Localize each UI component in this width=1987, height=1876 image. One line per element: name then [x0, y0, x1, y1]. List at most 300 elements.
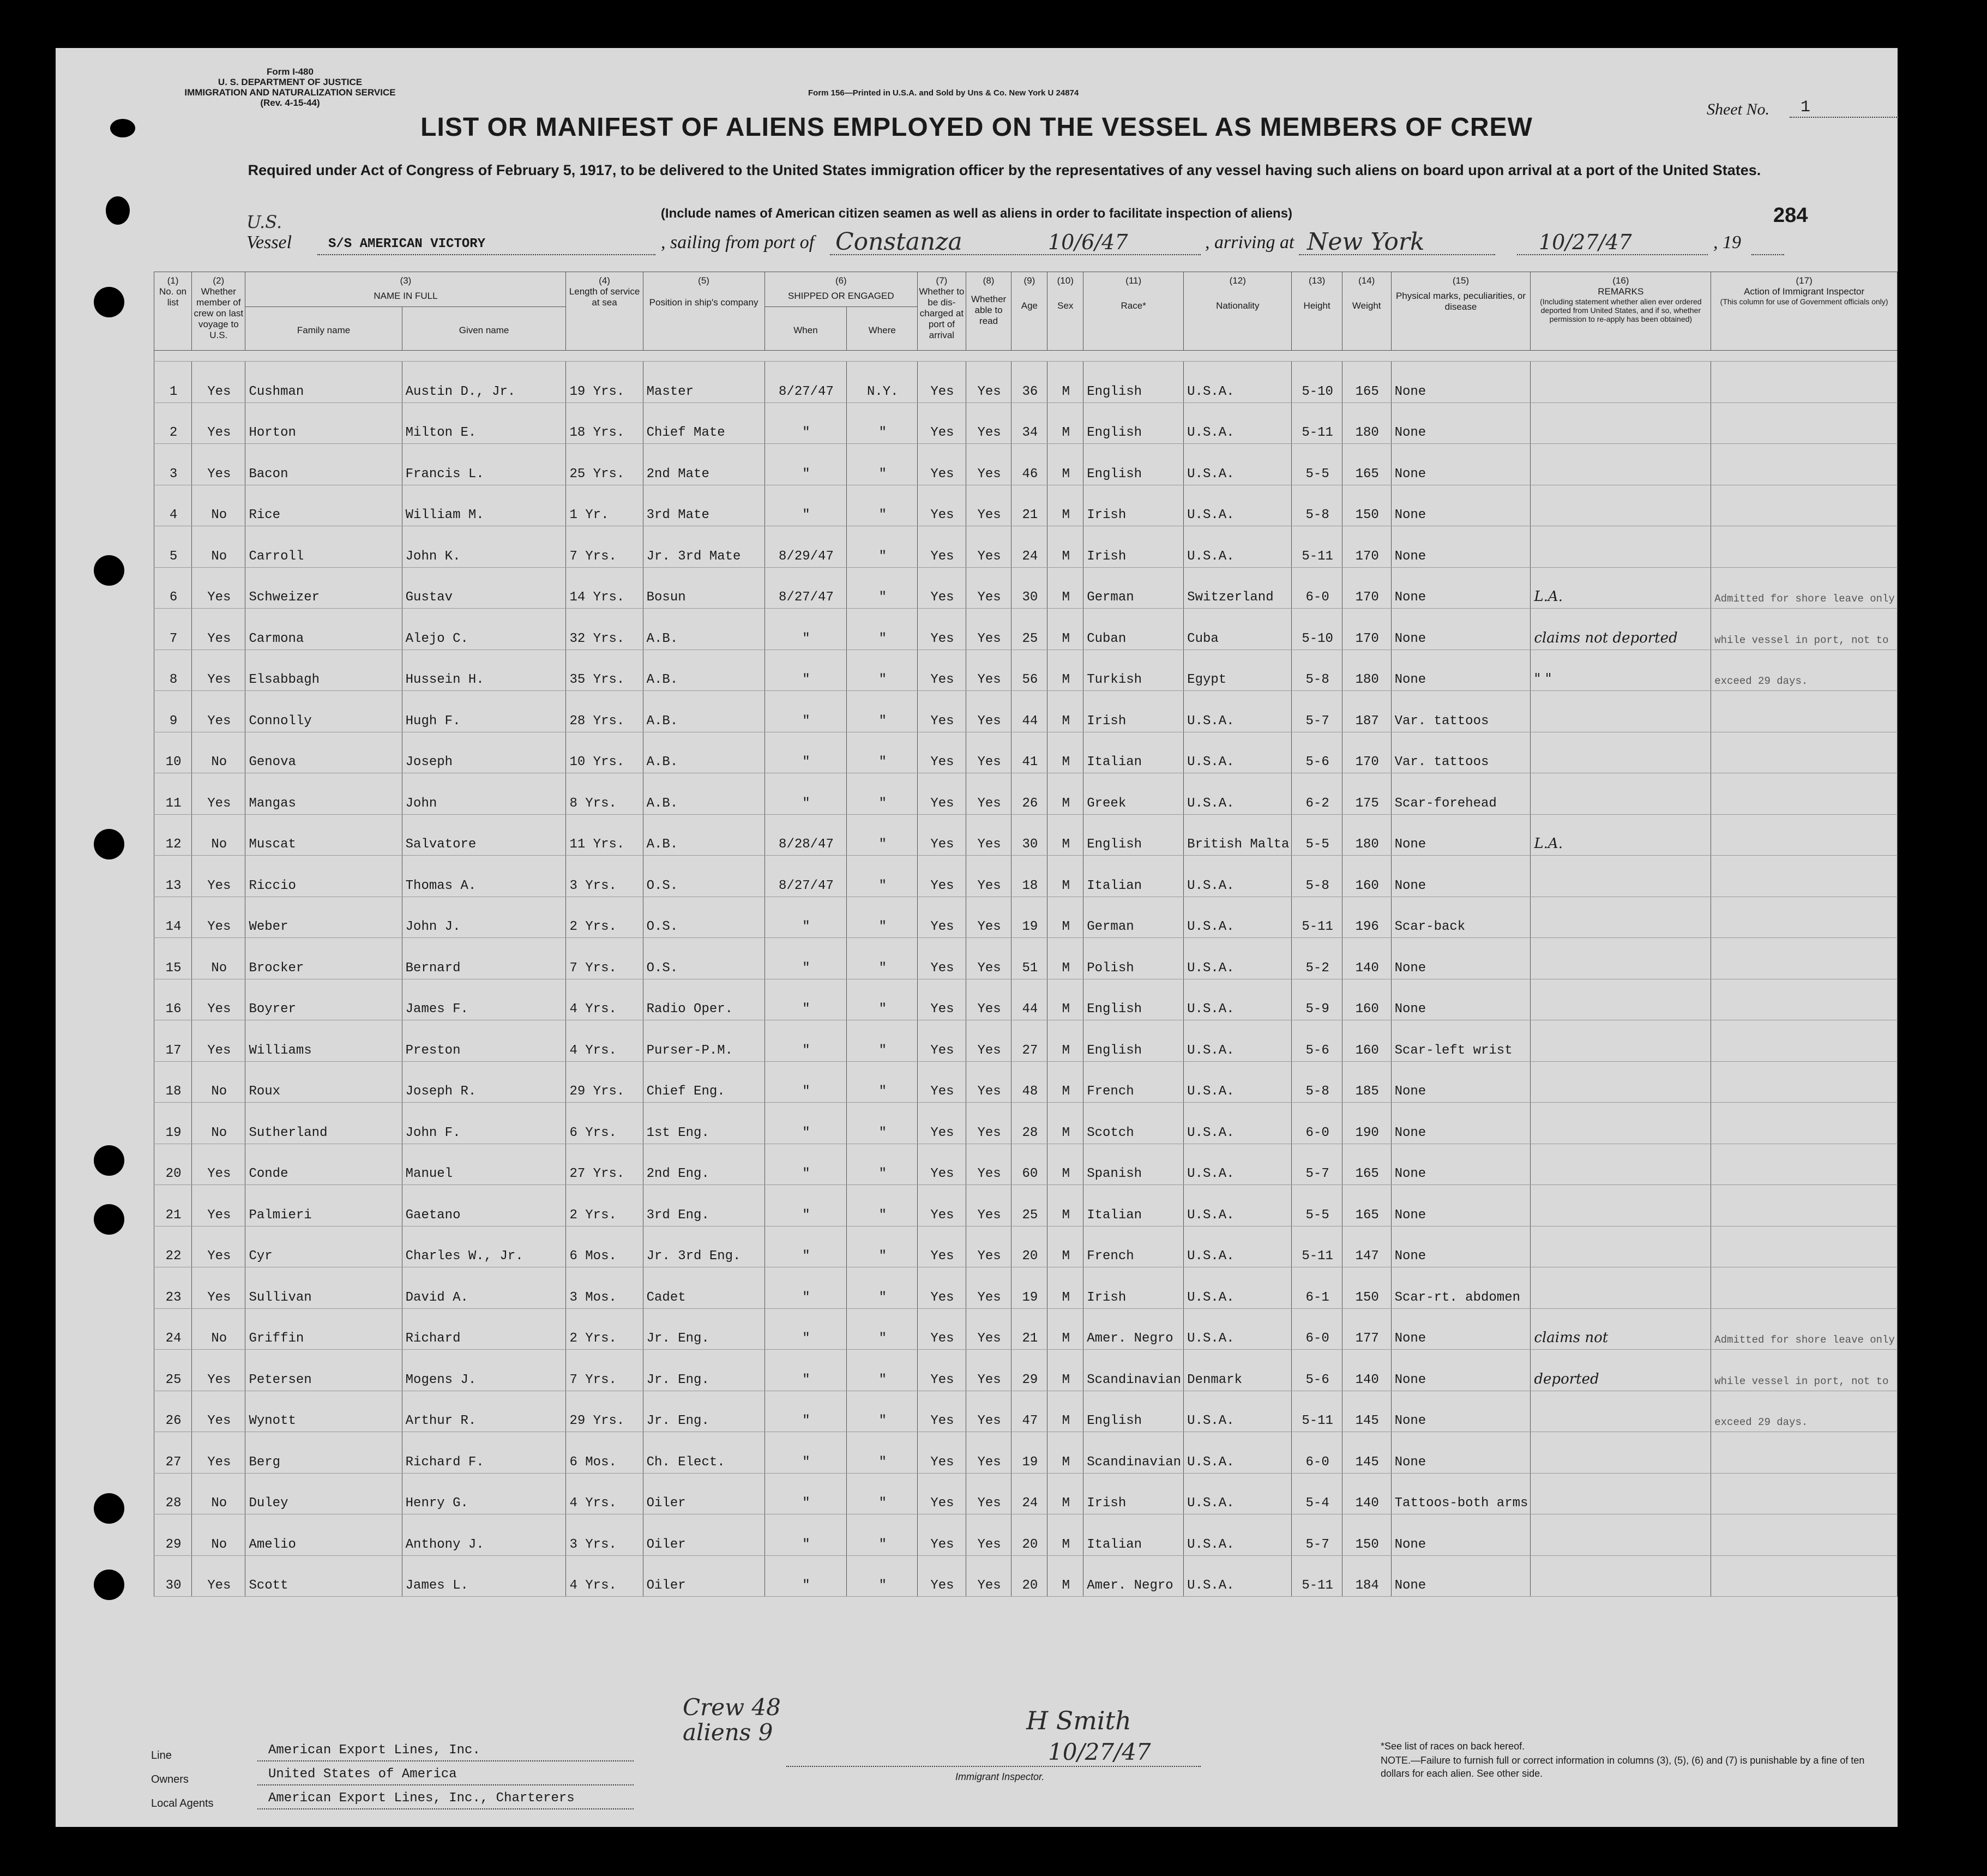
shipped-when: 8/28/47 [764, 814, 847, 856]
race: Italian [1083, 1514, 1184, 1556]
service-length: 4 Yrs. [566, 1555, 643, 1597]
able-to-read: Yes [966, 897, 1011, 938]
nationality: Egypt [1184, 650, 1292, 691]
remarks [1531, 1473, 1711, 1514]
discharged: Yes [918, 897, 966, 938]
shipped-when: " [764, 1144, 847, 1185]
shipped-when: " [764, 732, 847, 773]
table-row [154, 1350, 1898, 1391]
height: 5-11 [1292, 897, 1342, 938]
race: Irish [1083, 526, 1184, 568]
able-to-read: Yes [966, 1144, 1011, 1185]
shipped-when: " [764, 979, 847, 1020]
position: A.B. [643, 650, 764, 691]
height: 6-0 [1292, 567, 1342, 609]
weight: 145 [1342, 1391, 1391, 1432]
physical-marks: None [1391, 567, 1531, 609]
race: Scandinavian [1083, 1350, 1184, 1391]
position: A.B. [643, 773, 764, 815]
inspector-action: exceed 29 days. [1711, 1391, 1898, 1432]
remarks [1531, 485, 1711, 526]
age: 21 [1011, 485, 1047, 526]
discharged: Yes [918, 1391, 966, 1432]
inspector-action: while vessel in port, not to [1711, 1350, 1898, 1391]
age: 48 [1011, 1061, 1047, 1103]
shipped-where: " [847, 1020, 918, 1062]
age: 30 [1011, 567, 1047, 609]
position: A.B. [643, 732, 764, 773]
inspector-action [1711, 1514, 1898, 1556]
crew-last-voyage: No [192, 938, 245, 979]
position: Jr. Eng. [643, 1350, 764, 1391]
given-name: William M. [402, 485, 566, 526]
height: 5-11 [1292, 402, 1342, 444]
service-length: 29 Yrs. [566, 1391, 643, 1432]
able-to-read: Yes [966, 1185, 1011, 1226]
discharged: Yes [918, 1020, 966, 1062]
weight: 165 [1342, 1144, 1391, 1185]
row-no: 23 [154, 1267, 192, 1309]
remarks [1531, 1391, 1711, 1432]
sex: M [1047, 1350, 1083, 1391]
crew-last-voyage: Yes [192, 856, 245, 897]
physical-marks: None [1391, 1103, 1531, 1144]
remarks [1531, 526, 1711, 568]
shipped-when: 8/29/47 [764, 526, 847, 568]
weight: 150 [1342, 1267, 1391, 1309]
weight: 165 [1342, 362, 1391, 403]
row-no: 20 [154, 1144, 192, 1185]
row-no: 4 [154, 485, 192, 526]
physical-marks: Scar-rt. abdomen [1391, 1267, 1531, 1309]
crew-last-voyage: No [192, 814, 245, 856]
weight: 170 [1342, 567, 1391, 609]
crew-last-voyage: Yes [192, 1226, 245, 1267]
physical-marks: None [1391, 485, 1531, 526]
physical-marks: None [1391, 1185, 1531, 1226]
service-length: 1 Yr. [566, 485, 643, 526]
service-length: 7 Yrs. [566, 1350, 643, 1391]
height: 5-8 [1292, 1061, 1342, 1103]
race: Amer. Negro [1083, 1308, 1184, 1350]
height: 5-6 [1292, 732, 1342, 773]
family-name: Wynott [245, 1391, 402, 1432]
physical-marks: None [1391, 1555, 1531, 1597]
crew-last-voyage: Yes [192, 362, 245, 403]
given-name: David A. [402, 1267, 566, 1309]
weight: 165 [1342, 444, 1391, 485]
inspector-action [1711, 814, 1898, 856]
departure-date: 10/6/47 [1048, 230, 1128, 254]
crew-last-voyage: Yes [192, 1555, 245, 1597]
service-length: 35 Yrs. [566, 650, 643, 691]
height: 5-2 [1292, 938, 1342, 979]
nationality: U.S.A. [1184, 773, 1292, 815]
nationality: U.S.A. [1184, 938, 1292, 979]
row-no: 25 [154, 1350, 192, 1391]
shipped-where: " [847, 1144, 918, 1185]
crew-last-voyage: Yes [192, 650, 245, 691]
sex: M [1047, 773, 1083, 815]
family-name: Conde [245, 1144, 402, 1185]
sheet-label: Sheet No. [1707, 100, 1769, 118]
table-row [154, 1473, 1898, 1514]
age: 46 [1011, 444, 1047, 485]
vessel-underline [317, 254, 655, 255]
service-length: 18 Yrs. [566, 402, 643, 444]
crew-last-voyage: No [192, 1514, 245, 1556]
age: 44 [1011, 979, 1047, 1020]
nationality: Denmark [1184, 1350, 1292, 1391]
sex: M [1047, 444, 1083, 485]
position: Oiler [643, 1555, 764, 1597]
position: Radio Oper. [643, 979, 764, 1020]
discharged: Yes [918, 402, 966, 444]
table-row [154, 567, 1898, 609]
nationality: U.S.A. [1184, 485, 1292, 526]
age: 28 [1011, 1103, 1047, 1144]
shipped-when: 8/27/47 [764, 362, 847, 403]
given-name: Austin D., Jr. [402, 362, 566, 403]
given-name: John K. [402, 526, 566, 568]
family-name: Elsabbagh [245, 650, 402, 691]
discharged: Yes [918, 1432, 966, 1474]
inspector-label: Immigrant Inspector. [955, 1771, 1045, 1782]
sex: M [1047, 1308, 1083, 1350]
shipped-when: " [764, 773, 847, 815]
discharged: Yes [918, 444, 966, 485]
position: Oiler [643, 1473, 764, 1514]
sex: M [1047, 979, 1083, 1020]
row-no: 30 [154, 1555, 192, 1597]
row-no: 14 [154, 897, 192, 938]
row-no: 5 [154, 526, 192, 568]
discharged: Yes [918, 567, 966, 609]
year-label: , 19 [1713, 232, 1741, 252]
inspector-signature: H Smith [1026, 1706, 1131, 1735]
shipped-when: " [764, 402, 847, 444]
service-name: IMMIGRATION AND NATURALIZATION SERVICE [184, 87, 396, 98]
shipped-where: " [847, 1308, 918, 1350]
shipped-where: " [847, 1061, 918, 1103]
col-family-header: Family name [245, 307, 402, 351]
inspector-action [1711, 691, 1898, 732]
height: 6-0 [1292, 1308, 1342, 1350]
row-no: 18 [154, 1061, 192, 1103]
family-name: Riccio [245, 856, 402, 897]
able-to-read: Yes [966, 609, 1011, 650]
family-name: Carmona [245, 609, 402, 650]
shipped-when: " [764, 1350, 847, 1391]
service-length: 4 Yrs. [566, 1473, 643, 1514]
able-to-read: Yes [966, 567, 1011, 609]
height: 5-9 [1292, 979, 1342, 1020]
given-name: Salvatore [402, 814, 566, 856]
nationality: U.S.A. [1184, 979, 1292, 1020]
races-note: *See list of races on back hereof. [1381, 1741, 1525, 1752]
row-no: 17 [154, 1020, 192, 1062]
table-row [154, 979, 1898, 1020]
physical-marks: None [1391, 650, 1531, 691]
crew-last-voyage: Yes [192, 609, 245, 650]
discharged: Yes [918, 1144, 966, 1185]
crew-last-voyage: Yes [192, 979, 245, 1020]
sex: M [1047, 526, 1083, 568]
position: O.S. [643, 897, 764, 938]
page-title: LIST OR MANIFEST OF ALIENS EMPLOYED ON THE VESSEL AS MEMBERS OF CREW [420, 113, 1533, 142]
able-to-read: Yes [966, 773, 1011, 815]
table-row [154, 691, 1898, 732]
row-no: 29 [154, 1514, 192, 1556]
departure-port: Constanza [835, 228, 962, 256]
shipped-when: " [764, 1514, 847, 1556]
race: Italian [1083, 732, 1184, 773]
sex: M [1047, 1432, 1083, 1474]
nationality: U.S.A. [1184, 1514, 1292, 1556]
age: 24 [1011, 526, 1047, 568]
position: A.B. [643, 691, 764, 732]
race: Scandinavian [1083, 1432, 1184, 1474]
weight: 150 [1342, 1514, 1391, 1556]
physical-marks: None [1391, 1514, 1531, 1556]
remarks [1531, 1061, 1711, 1103]
given-name: Arthur R. [402, 1391, 566, 1432]
position: Bosun [643, 567, 764, 609]
shipped-when: " [764, 1061, 847, 1103]
height: 5-7 [1292, 691, 1342, 732]
shipped-where: " [847, 773, 918, 815]
service-length: 6 Mos. [566, 1226, 643, 1267]
table-row [154, 1555, 1898, 1597]
revision: (Rev. 4-15-44) [260, 98, 320, 108]
remarks: L.A. [1531, 567, 1711, 609]
given-name: Richard F. [402, 1432, 566, 1474]
sex: M [1047, 732, 1083, 773]
weight: 160 [1342, 979, 1391, 1020]
sex: M [1047, 1391, 1083, 1432]
owners-value: United States of America [268, 1767, 457, 1782]
shipped-when: " [764, 485, 847, 526]
shipped-where: " [847, 609, 918, 650]
crew-last-voyage: Yes [192, 897, 245, 938]
weight: 180 [1342, 814, 1391, 856]
position: 1st Eng. [643, 1103, 764, 1144]
height: 5-11 [1292, 1555, 1342, 1597]
physical-marks: None [1391, 402, 1531, 444]
service-length: 7 Yrs. [566, 938, 643, 979]
shipped-when: " [764, 1103, 847, 1144]
family-name: Schweizer [245, 567, 402, 609]
age: 20 [1011, 1226, 1047, 1267]
able-to-read: Yes [966, 650, 1011, 691]
family-name: Duley [245, 1473, 402, 1514]
row-no: 22 [154, 1226, 192, 1267]
remarks [1531, 897, 1711, 938]
agents-label: Local Agents [151, 1797, 214, 1809]
col-service-header: (4) Length of service at sea [566, 272, 643, 351]
owners-underline [257, 1784, 634, 1785]
table-row [154, 1103, 1898, 1144]
col-discharged-header: (7) Whether to be dis-charged at port of arrival [918, 272, 966, 351]
able-to-read: Yes [966, 856, 1011, 897]
row-no: 9 [154, 691, 192, 732]
sex: M [1047, 1103, 1083, 1144]
crew-last-voyage: No [192, 1308, 245, 1350]
given-name: Anthony J. [402, 1514, 566, 1556]
service-length: 8 Yrs. [566, 773, 643, 815]
position: Master [643, 362, 764, 403]
weight: 170 [1342, 732, 1391, 773]
shipped-where: " [847, 979, 918, 1020]
discharged: Yes [918, 485, 966, 526]
table-row [154, 402, 1898, 444]
weight: 170 [1342, 526, 1391, 568]
family-name: Berg [245, 1432, 402, 1474]
race: Spanish [1083, 1144, 1184, 1185]
service-length: 10 Yrs. [566, 732, 643, 773]
given-name: Mogens J. [402, 1350, 566, 1391]
shipped-when: " [764, 938, 847, 979]
race: Italian [1083, 856, 1184, 897]
position: Ch. Elect. [643, 1432, 764, 1474]
sex: M [1047, 938, 1083, 979]
shipped-where: " [847, 1185, 918, 1226]
sex: M [1047, 362, 1083, 403]
age: 36 [1011, 362, 1047, 403]
age: 29 [1011, 1350, 1047, 1391]
shipped-when: " [764, 1391, 847, 1432]
col-when-header: When [764, 307, 847, 351]
weight: 145 [1342, 1432, 1391, 1474]
table-row [154, 897, 1898, 938]
arriving-label: , arriving at [1205, 232, 1294, 252]
physical-marks: None [1391, 1144, 1531, 1185]
shipped-when: 8/27/47 [764, 567, 847, 609]
crew-last-voyage: Yes [192, 773, 245, 815]
height: 5-6 [1292, 1020, 1342, 1062]
given-name: Charles W., Jr. [402, 1226, 566, 1267]
age: 25 [1011, 609, 1047, 650]
table-row [154, 1514, 1898, 1556]
nationality: U.S.A. [1184, 1555, 1292, 1597]
nationality: U.S.A. [1184, 1061, 1292, 1103]
sex: M [1047, 650, 1083, 691]
able-to-read: Yes [966, 1514, 1011, 1556]
crew-last-voyage: No [192, 526, 245, 568]
weight: 170 [1342, 609, 1391, 650]
height: 6-0 [1292, 1432, 1342, 1474]
nationality: U.S.A. [1184, 362, 1292, 403]
weight: 165 [1342, 1185, 1391, 1226]
table-row [154, 650, 1898, 691]
nationality: British Malta [1184, 814, 1292, 856]
discharged: Yes [918, 362, 966, 403]
vessel-prefix: U.S. [246, 212, 282, 232]
physical-marks: None [1391, 1350, 1531, 1391]
sex: M [1047, 1267, 1083, 1309]
given-name: John J. [402, 897, 566, 938]
shipped-when: " [764, 650, 847, 691]
shipped-where: " [847, 732, 918, 773]
age: 20 [1011, 1555, 1047, 1597]
sex: M [1047, 856, 1083, 897]
age: 26 [1011, 773, 1047, 815]
row-no: 12 [154, 814, 192, 856]
service-length: 6 Mos. [566, 1432, 643, 1474]
discharged: Yes [918, 1473, 966, 1514]
weight: 140 [1342, 938, 1391, 979]
weight: 175 [1342, 773, 1391, 815]
family-name: Cyr [245, 1226, 402, 1267]
printer-line: Form 156—Printed in U.S.A. and Sold by Uns & Co. New York U 24874 [808, 88, 1079, 98]
position: Cadet [643, 1267, 764, 1309]
discharged: Yes [918, 1514, 966, 1556]
weight: 180 [1342, 650, 1391, 691]
table-row [154, 485, 1898, 526]
table-row [154, 732, 1898, 773]
nationality: U.S.A. [1184, 1226, 1292, 1267]
shipped-where: " [847, 897, 918, 938]
physical-marks: None [1391, 526, 1531, 568]
weight: 177 [1342, 1308, 1391, 1350]
service-length: 32 Yrs. [566, 609, 643, 650]
able-to-read: Yes [966, 691, 1011, 732]
shipped-where: N.Y. [847, 362, 918, 403]
col-weight-header: (14) Weight [1342, 272, 1391, 351]
inspector-action [1711, 897, 1898, 938]
arrival-port: New York [1307, 228, 1425, 256]
given-name: James F. [402, 979, 566, 1020]
inspector-action [1711, 1144, 1898, 1185]
height: 5-7 [1292, 1144, 1342, 1185]
remarks [1531, 1020, 1711, 1062]
race: English [1083, 979, 1184, 1020]
age: 34 [1011, 402, 1047, 444]
shipped-where: " [847, 1226, 918, 1267]
position: Oiler [643, 1514, 764, 1556]
nationality: U.S.A. [1184, 732, 1292, 773]
inspector-action [1711, 1061, 1898, 1103]
weight: 150 [1342, 485, 1391, 526]
physical-marks: None [1391, 609, 1531, 650]
family-name: Brocker [245, 938, 402, 979]
remarks: " " [1531, 650, 1711, 691]
remarks [1531, 1103, 1711, 1144]
given-name: Gaetano [402, 1185, 566, 1226]
row-no: 3 [154, 444, 192, 485]
discharged: Yes [918, 732, 966, 773]
sex: M [1047, 485, 1083, 526]
row-no: 8 [154, 650, 192, 691]
shipped-where: " [847, 1391, 918, 1432]
shipped-when: " [764, 1555, 847, 1597]
table-row [154, 773, 1898, 815]
physical-marks: None [1391, 1391, 1531, 1432]
inspector-underline [786, 1766, 1201, 1767]
crew-last-voyage: No [192, 1473, 245, 1514]
nationality: U.S.A. [1184, 1144, 1292, 1185]
able-to-read: Yes [966, 1432, 1011, 1474]
weight: 147 [1342, 1226, 1391, 1267]
remarks: claims not [1531, 1308, 1711, 1350]
physical-marks: Scar-forehead [1391, 773, 1531, 815]
age: 41 [1011, 732, 1047, 773]
line-value: American Export Lines, Inc. [268, 1743, 480, 1758]
height: 5-5 [1292, 814, 1342, 856]
crew-count-note: Crew 48 aliens 9 [683, 1694, 781, 1746]
shipped-where: " [847, 1514, 918, 1556]
service-length: 27 Yrs. [566, 1144, 643, 1185]
